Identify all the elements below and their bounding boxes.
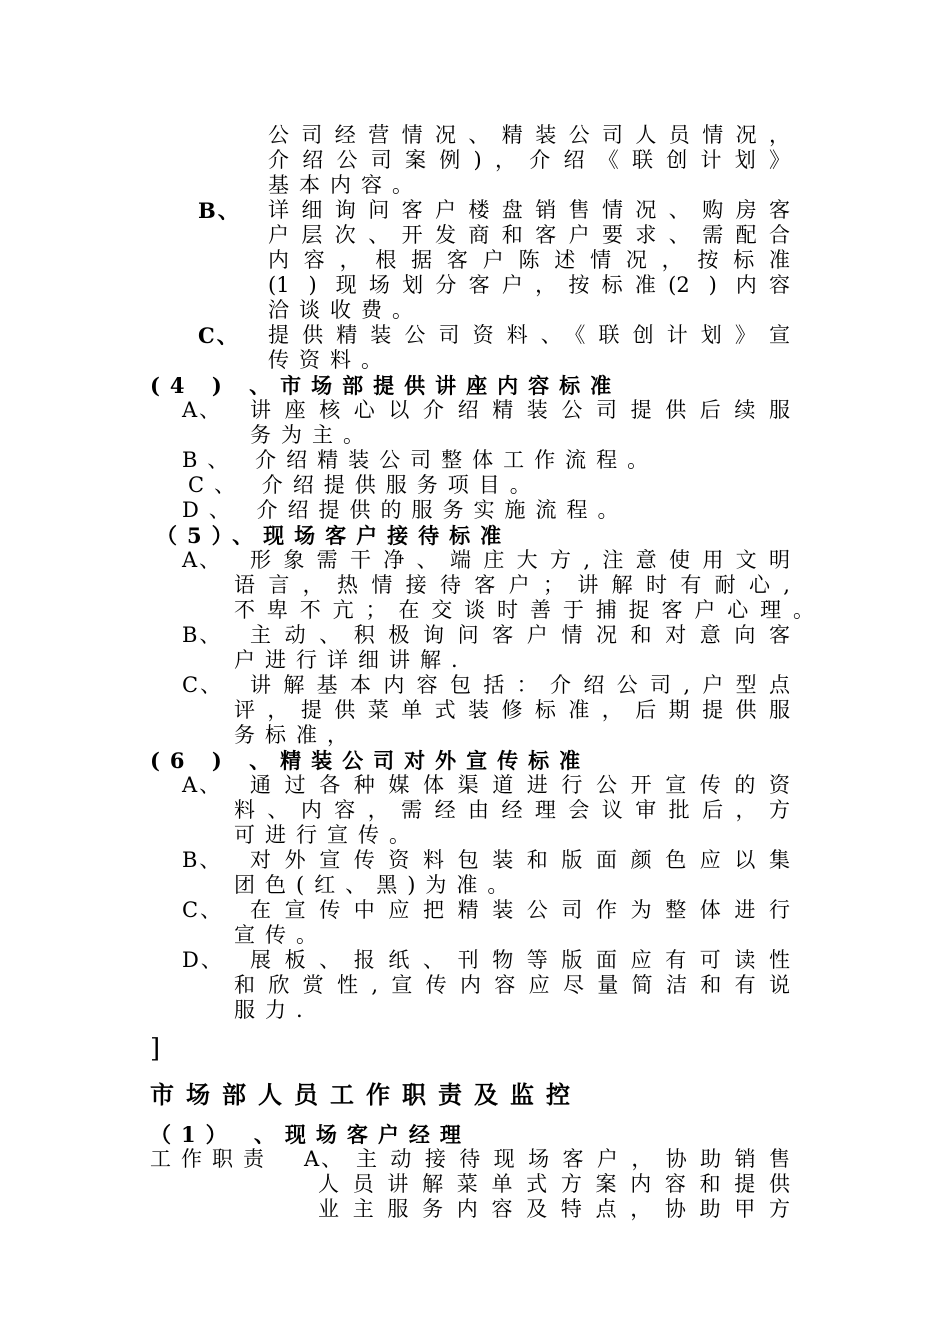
stray-bracket: ] [150, 1034, 161, 1064]
sec4-item-c: C、 介绍提供服务项目。 [188, 473, 541, 497]
sub-1-heading: （1） 、现场客户经理 [150, 1122, 471, 1147]
section-6-heading: (6 ) 、精装公司对外宣传标准 [150, 748, 591, 773]
sec5-a-line-2: 语言，热情接待客户；讲解时有耐心, [234, 573, 790, 597]
item-b-label: B、 [198, 198, 241, 223]
sec6-c-line-2: 宣传。 [234, 923, 327, 947]
sec6-d-label: D、 [182, 948, 224, 972]
section-4-heading: (4 ) 、市场部提供讲座内容标准 [150, 373, 622, 398]
sec6-c-label: C、 [182, 898, 224, 922]
sec6-d-line-3: 服力. [234, 998, 313, 1022]
sec4-item-d: D、 介绍提供的服务实施流程。 [182, 498, 629, 522]
sub1-line-2: 人员讲解菜单式方案内容和提供 [318, 1172, 790, 1196]
item-c-line-1: 提供精装公司资料、《联创计划》宣 [268, 323, 790, 347]
sec6-a-label: A、 [182, 773, 223, 797]
sec4-item-b: B、 介绍精装公司整体工作流程。 [182, 448, 659, 472]
sec6-a-line-3: 可进行宣传。 [234, 823, 420, 847]
sub1-line-3: 业主服务内容及特点，协助甲方 [318, 1197, 790, 1221]
sec5-b-label: B、 [182, 623, 223, 647]
sec5-b-line-2: 户进行详细讲解. [234, 648, 468, 672]
sec4-a-line-2: 务为主。 [250, 423, 374, 447]
continuation-line-3: 基本内容。 [268, 173, 423, 197]
item-c-line-2: 传资料。 [268, 348, 392, 372]
item-b-line-4: (1 ) 现场划分客户，按标准(2 ) 内容 [268, 273, 790, 297]
sec4-a-label: A、 [182, 398, 223, 422]
item-b-line-1: 详细询问客户楼盘销售情况、购房客 [268, 198, 790, 222]
sec6-b-line-2: 团色(红、黑)为准。 [234, 873, 519, 897]
sec5-a-line-3: 不卑不亢；在交谈时善于捕捉客户心理。 [234, 598, 814, 622]
sec6-a-line-2: 料、内容，需经由经理会议审批后，方 [234, 798, 790, 822]
sec4-a-line-1: 讲座核心以介绍精装公司提供后续服 [250, 398, 790, 422]
sec6-d-line-2: 和欣赏性,宣传内容应尽量简洁和有说 [234, 973, 790, 997]
sec5-a-label: A、 [182, 548, 223, 572]
sec6-d-line-1: 展板、报纸、刊物等版面应有可读性 [250, 948, 790, 972]
continuation-line-1: 公司经营情况、精装公司人员情况， [268, 123, 790, 147]
sub1-a-label: A、 [304, 1147, 345, 1171]
sec6-b-label: B、 [182, 848, 223, 872]
sub1-line-1: 主动接待现场客户，协助销售 [356, 1147, 790, 1171]
sec5-c-line-1: 讲解基本内容包括：介绍公司,户型点 [250, 673, 790, 697]
sec5-c-label: C、 [182, 673, 224, 697]
sec5-c-line-3: 务标准， [234, 723, 358, 747]
section-title: 市场部人员工作职责及监控 [150, 1080, 582, 1109]
item-b-line-3: 内容，根据客户陈述情况，按标准 [268, 248, 790, 272]
duty-label: 工作职责 [150, 1147, 274, 1171]
item-b-line-2: 户层次、开发商和客户要求、需配合 [268, 223, 790, 247]
item-b-line-5: 洽谈收费。 [268, 298, 423, 322]
sec5-b-line-1: 主动、积极询问客户情况和对意向客 [250, 623, 790, 647]
sec6-a-line-1: 通过各种媒体渠道进行公开宣传的资 [250, 773, 790, 797]
sec6-b-line-1: 对外宣传资料包装和版面颜色应以集 [250, 848, 790, 872]
sec5-a-line-1: 形象需干净、端庄大方,注意使用文明 [250, 548, 790, 572]
item-c-label: C、 [198, 323, 240, 348]
section-5-heading: （5）、现场客户接待标准 [156, 523, 512, 548]
sec5-c-line-2: 评，提供菜单式装修标准，后期提供服 [234, 698, 790, 722]
continuation-line-2: 介绍公司案例)，介绍《联创计划》 [268, 148, 790, 172]
sec6-c-line-1: 在宣传中应把精装公司作为整体进行 [250, 898, 790, 922]
